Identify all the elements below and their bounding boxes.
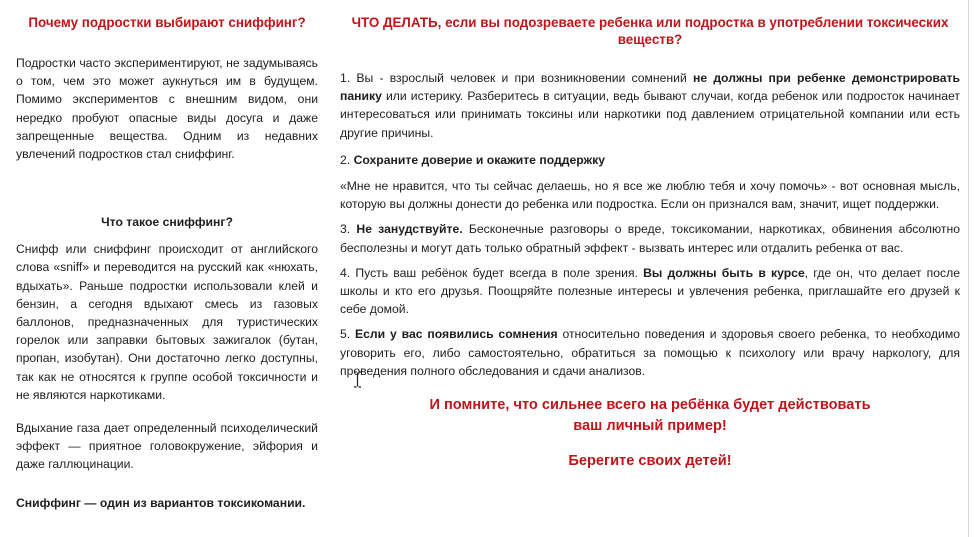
advice-item-2-text: «Мне не нравится, что ты сейчас делаешь, но я все же люблю тебя и хочу помочь» - вот основная мысль, которую вы должны донести до ребенка или подростка. Если он признался вам, значит, ищет поддержки.	[340, 179, 960, 212]
advice-5-rest: относительно поведения и здоровья своего ребенка, то необходимо уговорить его, либо самостоятельно, обратиться за помощью к психологу или врачу наркологу, для проведения полного обследования и сдачи анализов.	[340, 327, 960, 378]
effect-paragraph: Вдыхание газа дает определенный психоделический эффект — приятное головокружение, эйфория и даже галлюцинации.	[16, 421, 318, 472]
footer-line-3: Берегите своих детей!	[568, 453, 732, 470]
definition-paragraph: Снифф или сниффинг происходит от английского слова «sniff» и переводится на русский как «нюхать, вдыхать». Раньше подростки использовали клей и бензин, а сегодня вдыхают смесь из газовых баллонов, предназначенных для туристических горелок или заправки бытовых зажигалок (бутан, пропан, изобутан). Они достаточно легко доступны, так как не относятся к группе особой токсичности и не являются наркотиками.	[16, 242, 318, 402]
advice-4-text: 4. Пусть ваш ребёнок будет всегда в поле зрения.	[340, 265, 644, 280]
footer-line-1: И помните, что сильнее всего на ребёнка будет действовать	[429, 397, 871, 414]
right-column	[340, 14, 960, 472]
advice-3-rest: Бесконечные разговоры о вреде, токсикомании, наркотиках, обвинения абсолютно бесполезны и могут дать только обратный эффект - вызвать интерес или отдалить ребенка от вас.	[340, 222, 961, 255]
advice-item-4	[340, 264, 960, 319]
advice-5-number: 5.	[340, 327, 356, 342]
text-cursor-icon	[353, 371, 362, 388]
advice-4-rest: , где он, что делает после школы и кто его друзья. Поощряйте полезные интересы и увлечения ребенка, приглашайте его друзей к себе домой.	[340, 265, 961, 317]
conclusion-text: Сниффинг — один из вариантов токсикомании.	[16, 495, 306, 510]
advice-3-emphasis: Не занудствуйте.	[356, 222, 463, 237]
advice-3-number: 3.	[340, 222, 357, 237]
page-edge-divider	[968, 0, 969, 537]
advice-4-emphasis: Вы должны быть в курсе	[643, 265, 805, 280]
left-column	[16, 14, 318, 512]
advice-2-emphasis: Сохраните доверие и окажите поддержку	[353, 152, 606, 167]
advice-1-rest: или истерику. Разберитесь в ситуации, ведь бывают случаи, когда ребенок или подросток начинает интересоваться или принимать токсины или наркотики под давлением отрицательной компании или есть другие причины.	[340, 89, 960, 140]
advice-1-emphasis: не должны при ребенке демонстрировать панику	[340, 71, 961, 104]
footer-line-2: ваш личный пример!	[573, 418, 727, 435]
advice-5-emphasis: Если у вас появились сомнения	[355, 327, 558, 342]
right-title: ЧТО ДЕЛАТЬ, если вы подозреваете ребенка или подростка в употреблении токсических веществ?	[351, 15, 949, 47]
advice-1-text: 1. Вы - взрослый человек и при возникновении сомнений	[340, 71, 693, 85]
advice-item-5	[340, 325, 960, 380]
intro-paragraph: Подростки часто экспериментируют, не задумываясь о том, чем это может аукнуться им в будущем. Помимо экспериментов с внешним видом, они нередко пробуют опасные виды досуга и даже запрещенные вещества. Одним из недавних увлечений подростков стал сниффинг.	[16, 56, 318, 162]
advice-item-3	[340, 220, 960, 256]
advice-item-2-heading	[340, 151, 960, 169]
advice-2-number: 2.	[340, 152, 354, 167]
left-subtitle: Что такое сниффинг?	[101, 215, 233, 230]
advice-item-1	[340, 69, 960, 142]
left-title: Почему подростки выбирают сниффинг?	[28, 15, 306, 30]
conclusion-paragraph	[16, 494, 318, 512]
